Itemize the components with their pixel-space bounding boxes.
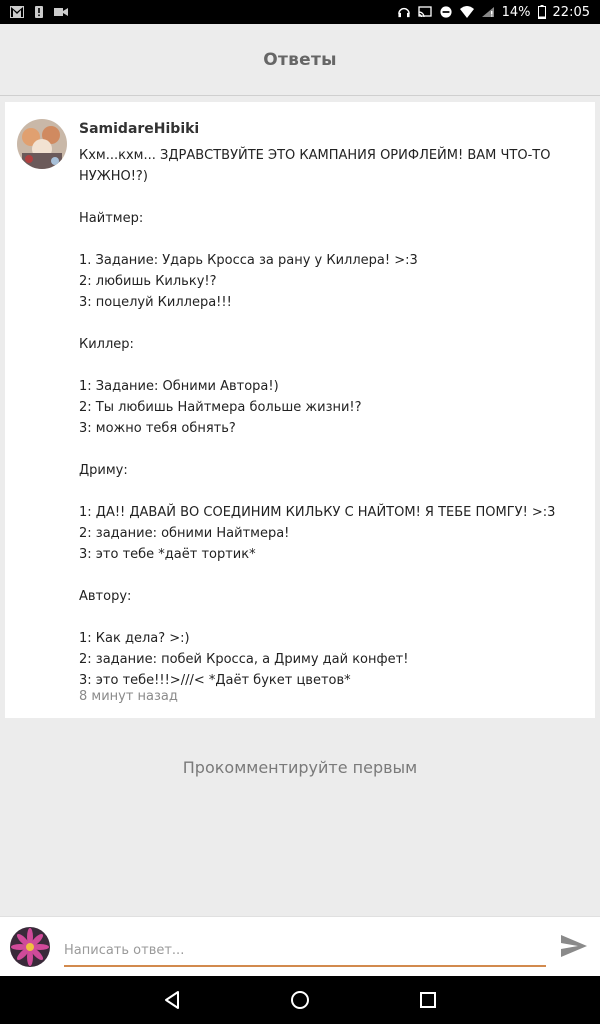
do-not-disturb-icon [439, 6, 453, 18]
user-avatar[interactable] [10, 927, 50, 967]
no-sim-icon [481, 6, 495, 18]
clock: 22:05 [552, 4, 590, 20]
navigation-bar [0, 976, 600, 1024]
home-icon[interactable] [288, 988, 312, 1012]
battery-icon [538, 5, 546, 19]
video-icon [54, 6, 68, 18]
empty-comments-hint: Прокомментируйте первым [182, 758, 418, 777]
post-timestamp: 8 минут назад [79, 689, 178, 704]
send-icon[interactable] [558, 930, 590, 962]
author-name[interactable]: SamidareHibiki [79, 121, 200, 137]
author-avatar[interactable] [17, 119, 67, 169]
back-icon[interactable] [160, 988, 184, 1012]
alert-icon [32, 6, 46, 18]
recents-icon[interactable] [416, 988, 440, 1012]
post-content: Кхм...кхм... ЗДРАВСТВУЙТЕ ЭТО КАМПАНИЯ ОРИФЛЕЙМ! ВАМ ЧТО-ТО НУЖНО!?) Найтмер: 1. Задание: Ударь Кросса за рану у Киллера! >:3 2: любишь Кильку!? 3: поцелуй Киллера!!! Киллер: 1: Задание: Обними Автора!) 2: Ты любишь Найтмера больше жизни!? 3: можно тебя обнять? Дриму: 1: ДА!! ДАВАЙ ВО СОЕДИНИМ КИЛЬКУ С НАЙТОМ! Я ТЕБЕ ПОМГУ! >:3 2: задание: обними Найтмера! 3: это тебе *даёт тортик* Автору: 1: Как дела? >:) 2: задание: побей Кросса, а Дриму дай конфет! 3: это тебе!!!>///< *Даёт букет цветов* [79, 148, 556, 688]
wifi-icon [460, 6, 474, 18]
gmail-icon [10, 6, 24, 18]
reply-bar [0, 916, 600, 976]
app-header [0, 24, 600, 96]
page-title: Ответы [263, 49, 337, 70]
cast-icon [418, 6, 432, 18]
battery-percent: 14% [501, 4, 531, 20]
headphones-icon [397, 6, 411, 18]
post-card [5, 102, 595, 718]
reply-input[interactable] [64, 935, 546, 967]
status-bar [0, 0, 600, 24]
